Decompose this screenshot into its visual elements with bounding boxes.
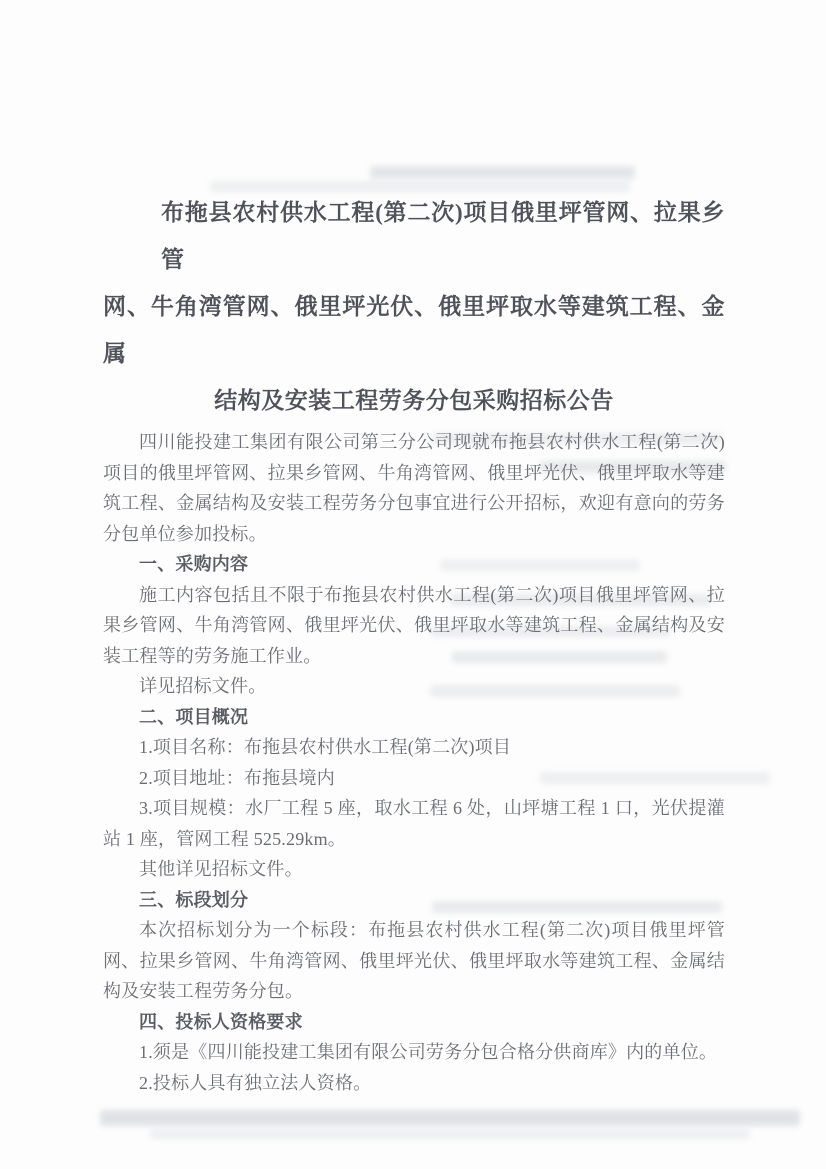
item-project-address: 2.项目地址：布拖县境内 bbox=[139, 767, 335, 788]
paragraph-bid-section-division: 本次招标划分为一个标段：布拖县农村供水工程(第二次)项目俄里坪管网、拉果乡管网、牛角湾管网、俄里坪光伏、俄里坪取水等建筑工程、金属结构及安装工程劳务分包。 bbox=[103, 920, 725, 1001]
bleed-through-smudge bbox=[100, 1110, 800, 1126]
item-qualification-1: 1.须是《四川能投建工集团有限公司劳务分包合格分供商库》内的单位。 bbox=[139, 1042, 718, 1062]
page-title-line-1: 布拖县农村供水工程(第二次)项目俄里坪管网、拉果乡管 bbox=[161, 200, 725, 272]
paragraph-intro: 四川能投建工集团有限公司第三分公司现就布拖县农村供水工程(第二次)项目的俄里坪管网、拉果乡管网、牛角湾管网、俄里坪光伏、俄里坪取水等建筑工程、金属结构及安装工程劳务分包事宜进行公开招标，欢迎有意向的劳务分包单位参加投标。 bbox=[103, 432, 725, 544]
heading-section-3-bid-sections: 三、标段划分 bbox=[139, 889, 249, 910]
item-qualification-2: 2.投标人具有独立法人资格。 bbox=[139, 1072, 372, 1093]
item-project-scale: 3.项目规模：水厂工程 5 座，取水工程 6 处，山坪塘工程 1 口，光伏提灌站 1 座，管网工程 525.29km。 bbox=[103, 798, 725, 849]
paragraph-construction-scope: 施工内容包括且不限于布拖县农村供水工程(第二次)项目俄里坪管网、拉果乡管网、牛角湾管网、俄里坪光伏、俄里坪取水等建筑工程、金属结构及安装工程等的劳务施工作业。 bbox=[103, 584, 725, 666]
paragraph-see-tender-docs: 详见招标文件。 bbox=[139, 676, 267, 696]
heading-section-4-bidder-qualifications: 四、投标人资格要求 bbox=[139, 1011, 303, 1032]
document-body bbox=[103, 189, 725, 1098]
paragraph-others-see-tender-docs: 其他详见招标文件。 bbox=[139, 859, 303, 879]
item-project-name: 1.项目名称：布拖县农村供水工程(第二次)项目 bbox=[139, 737, 512, 757]
bleed-through-smudge bbox=[370, 166, 635, 179]
page-title-line-2: 网、牛角湾管网、俄里坪光伏、俄里坪取水等建筑工程、金属 bbox=[103, 294, 725, 366]
heading-section-2-project-overview: 二、项目概况 bbox=[139, 706, 249, 727]
page-title bbox=[103, 189, 725, 424]
heading-section-1-procurement-content: 一、采购内容 bbox=[139, 554, 249, 574]
bleed-through-smudge bbox=[150, 1129, 750, 1139]
page-title-line-3: 结构及安装工程劳务分包采购招标公告 bbox=[214, 388, 614, 413]
